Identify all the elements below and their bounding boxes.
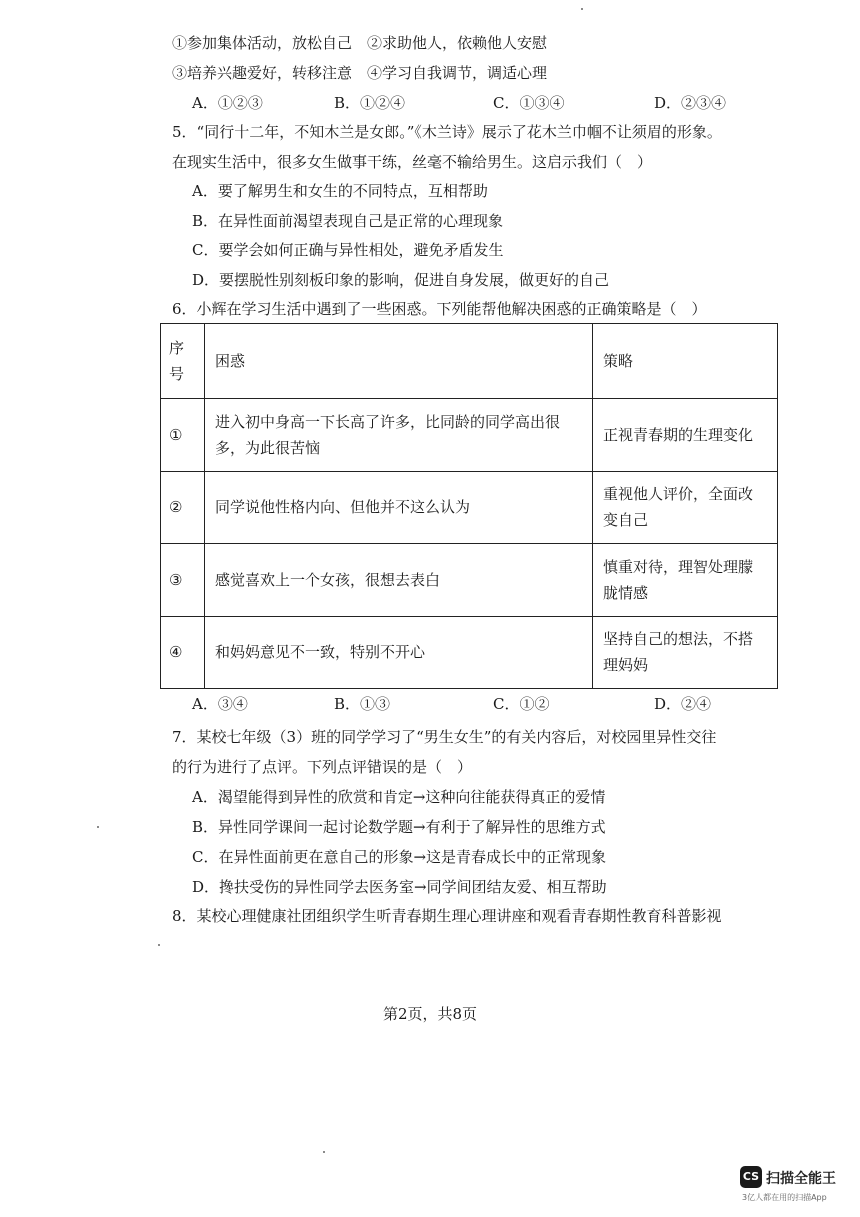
q6-stem: 6．小辉在学习生活中遇到了一些困惑。下列能帮他解决困惑的正确策略是（ ） bbox=[172, 300, 707, 318]
q4-option-c: C．①③④ bbox=[493, 94, 565, 112]
header-number: 序号 bbox=[161, 324, 205, 399]
q6-option-c: C．①② bbox=[493, 695, 550, 713]
q5-stem-line-2: 在现实生活中，很多女生做事干练，丝毫不输给男生。这启示我们（ ） bbox=[172, 153, 653, 171]
q5-choice-d: D．要摆脱性别刻板印象的影响，促进自身发展，做更好的自己 bbox=[192, 271, 610, 289]
row-strategy: 慎重对待，理智处理朦胧情感 bbox=[593, 544, 778, 616]
q7-choice-a: A．渴望能得到异性的欣赏和肯定→这种向往能获得真正的爱情 bbox=[192, 788, 606, 806]
row-problem: 感觉喜欢上一个女孩，很想去表白 bbox=[205, 544, 593, 616]
header-strategy: 策略 bbox=[593, 324, 778, 399]
q8-stem: 8．某校心理健康社团组织学生听青春期生理心理讲座和观看青春期性教育科普影视 bbox=[172, 907, 722, 925]
q5-choice-b: B．在异性面前渴望表现自己是正常的心理现象 bbox=[192, 212, 504, 230]
row-number: ① bbox=[161, 399, 205, 471]
camscanner-name: 扫描全能王 bbox=[766, 1171, 836, 1187]
row-problem: 进入初中身高一下长高了许多，比同龄的同学高出很多，为此很苦恼 bbox=[205, 399, 593, 471]
q4-option-a: A．①②③ bbox=[192, 94, 263, 112]
q7-stem-line-2: 的行为进行了点评。下列点评错误的是（ ） bbox=[172, 758, 473, 776]
camscanner-tagline: 3亿人都在用的扫描App bbox=[742, 1193, 827, 1202]
camscanner-watermark bbox=[740, 1164, 844, 1204]
row-number: ④ bbox=[161, 616, 205, 688]
table-row bbox=[161, 616, 778, 688]
table-header-row bbox=[161, 324, 778, 399]
table-row bbox=[161, 544, 778, 616]
row-strategy: 重视他人评价，全面改变自己 bbox=[593, 471, 778, 543]
q6-option-d: D．②④ bbox=[654, 695, 712, 713]
q7-choice-b: B．异性同学课间一起讨论数学题→有利于了解异性的思维方式 bbox=[192, 818, 606, 836]
q4-option-b: B．①②④ bbox=[334, 94, 406, 112]
row-strategy: 坚持自己的想法，不搭理妈妈 bbox=[593, 616, 778, 688]
camscanner-logo-icon: CS bbox=[740, 1166, 762, 1188]
q4-statement-1: ①参加集体活动，放松自己 ②求助他人，依赖他人安慰 bbox=[172, 34, 548, 52]
header-problem: 困惑 bbox=[205, 324, 593, 399]
scan-dot bbox=[158, 944, 160, 946]
q5-choice-a: A．要了解男生和女生的不同特点，互相帮助 bbox=[192, 182, 488, 200]
scan-dot bbox=[581, 8, 583, 10]
q4-options bbox=[192, 93, 752, 113]
q6-option-b: B．①③ bbox=[334, 695, 391, 713]
scan-dot bbox=[323, 1151, 325, 1153]
q5-stem-line-1: 5．“同行十二年，不知木兰是女郎。”《木兰诗》展示了花木兰巾帼不让须眉的形象。 bbox=[172, 123, 722, 141]
scan-dot bbox=[97, 826, 99, 828]
row-problem: 和妈妈意见不一致，特别不开心 bbox=[205, 616, 593, 688]
q7-choice-d: D．搀扶受伤的异性同学去医务室→同学间团结友爱、相互帮助 bbox=[192, 878, 607, 896]
table-row bbox=[161, 471, 778, 543]
q6-option-a: A．③④ bbox=[192, 695, 248, 713]
table-row bbox=[161, 399, 778, 471]
q6-options bbox=[192, 694, 752, 714]
q4-option-d: D．②③④ bbox=[654, 94, 727, 112]
q6-table bbox=[160, 323, 778, 689]
page-footer: 第2页，共8页 bbox=[382, 1005, 478, 1023]
row-number: ③ bbox=[161, 544, 205, 616]
q4-statement-2: ③培养兴趣爱好，转移注意 ④学习自我调节，调适心理 bbox=[172, 64, 548, 82]
row-problem: 同学说他性格内向、但他并不这么认为 bbox=[205, 471, 593, 543]
q5-choice-c: C．要学会如何正确与异性相处，避免矛盾发生 bbox=[192, 241, 504, 259]
q7-choice-c: C．在异性面前更在意自己的形象→这是青春成长中的正常现象 bbox=[192, 848, 607, 866]
row-number: ② bbox=[161, 471, 205, 543]
row-strategy: 正视青春期的生理变化 bbox=[593, 399, 778, 471]
q7-stem-line-1: 7．某校七年级（3）班的同学学习了“男生女生”的有关内容后，对校园里异性交往 bbox=[172, 728, 717, 746]
